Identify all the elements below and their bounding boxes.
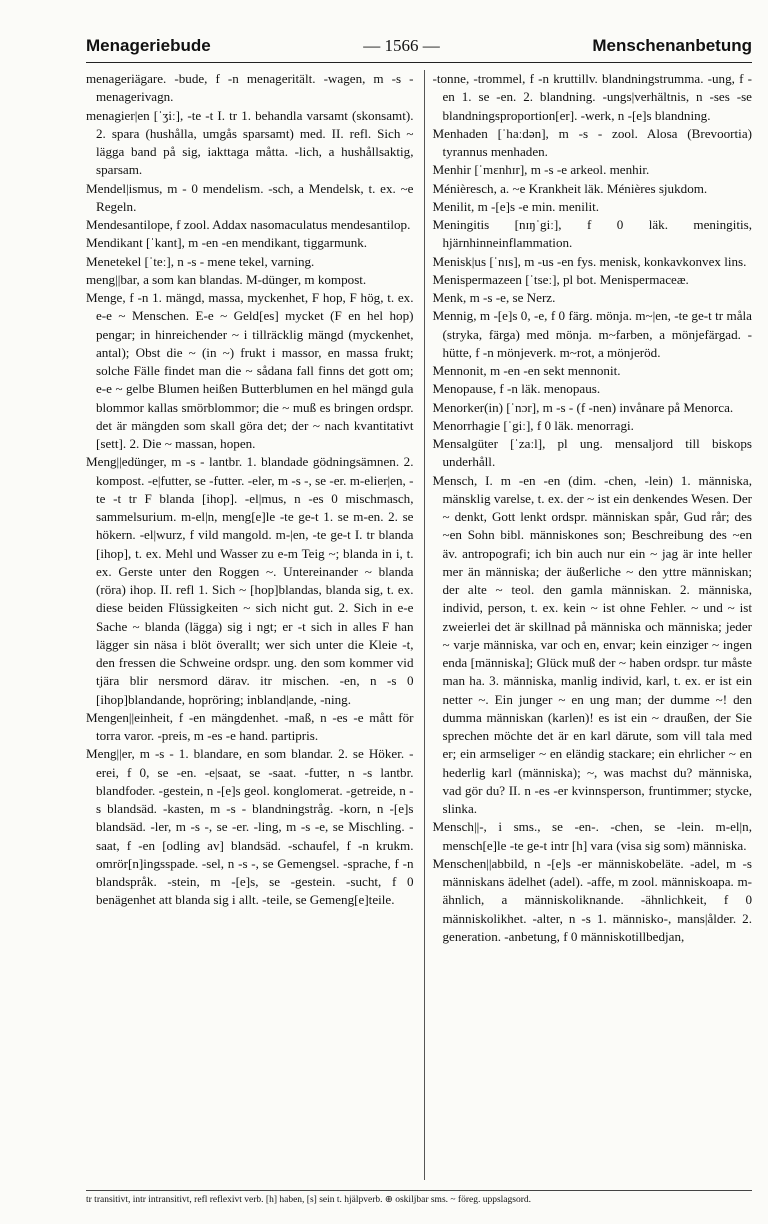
dictionary-entry: Mennonit, m -en -en sekt mennonit. <box>432 363 621 378</box>
dictionary-entry: Mengen||einheit, f -en mängdenhet. -maß, n -es -e mått för torra varor. -preis, m -es -e hand. partipris. <box>86 709 414 743</box>
left-column <box>86 70 414 1180</box>
dictionary-entry: meng||bar, a som kan blandas. M-dünger, m kompost. <box>86 271 367 287</box>
dictionary-entry: Ménièresch, a. ~e Krankheit läk. Ménières sjukdom. <box>432 180 708 196</box>
dictionary-entry: Meningitis [nɪŋˈgiː], f 0 läk. meningitis, hjärnhinneinflammation. <box>432 217 752 251</box>
dictionary-entry: Mendel|ismus, m - 0 mendelism. -sch, a Mendelsk, t. ex. ~e Regeln. <box>86 180 414 214</box>
dictionary-entry: Mensch, I. m -en -en (dim. -chen, -lein) 1. människa, mänsklig varelse, t. ex. der ~ ist ein denkendes Wesen. Der ~ denkt, Gott lenkt ordspr. människan spår, Gud rår; des ~en Sohn bibl. människones son; Beschreibung des ~en äv. antropografi; ich bin auch nur ein ~ jag är inte heller mer än människa; der äußerliche ~ den yttre människan; der alte ~ teol. den gamla människan. 2. människa, individ, person, t. ex. kein ~ ist ohne Fehler. ~ und ~ ist zweierlei det är skillnad på människa och människa; jeder ~ varje människa, var och en, envar; kein einziger ~ ingen enda [människa]; Glück muß der ~ haben ordspr. tur måste man ha. 3. människa, manlig individ, karl, t. ex. er ist ein netter ~. Ein junger ~ en ung man; der dumme ~! den dumma människan (karlen)! es ist ein ~ draußen, der Sie sprechen möchte det är en karl därute, som vill tala med er; ein armseliger ~ en eländig stackare; ein ehrlicher ~ en hederlig karl (människa); ~, was machst du? människa, vad gör du? II. n -es -er kvinnsperson, fruntimmer; stycke, slinka. <box>432 472 752 816</box>
dictionary-entry: Menisk|us [ˈnɪs], m -us -en fys. menisk, konkavkonvex lins. <box>432 253 747 269</box>
dictionary-entry: Meng||edünger, m -s - lantbr. 1. blandade gödningsämnen. 2. kompost. -e|futter, se -futter. -eler, m -s -, se -er. m-elier|en, -te -t tr F blanda [ihop]. -el|mus, n -es 0 mischmasch, sammelsurium. m-el|n, meng[e]le -te ge-t 1. se m-en. 2. se hökern. -el|wurz, f vild mangold. m-|en, -te ge-t I. tr blanda [ihop], t. ex. Mehl und Wasser zu e-m Teig ~; blanda in i, t. ex. Gerste unter den Roggen ~. Untereinander ~ blanda (röra) ihop. II. refl 1. Sich ~ [hop]blandas, blanda sig, t. ex. diese beiden Flüssigkeiten ~ sich nicht gut. 2. Sich in e-e Sache ~ blanda (lägga) sig i ngt; er -t sich in alles F han lägger sin näsa i blöt överallt; wer sich unter die Kleie -t, den fressen die Schweine ordspr. ung. den som kommer vid tjära blir nersmord därav. itr mischen. -en, n -s 0 [ihop]blandande, hopröring; inbland|ande, -ning. <box>86 454 414 707</box>
dictionary-entry: Menilit, m -[e]s -e min. menilit. <box>432 198 600 214</box>
header-right-guideword: Menschenanbetung <box>592 36 752 55</box>
dictionary-entry: Menispermazeen [ˈtseː], pl bot. Menispermaceæ. <box>432 271 689 287</box>
dictionary-entry: -tonne, -trommel, f -n kruttillv. blandningstrumma. -ung, f -en 1. se -en. 2. blandning. -ungs|verhältnis, n -ses -se blandningsproportion[er]. -werk, n -[e]s blandning. <box>432 71 752 123</box>
abbreviation-footer: tr transitivt, intr intransitivt, refl reflexivt verb. [h] haben, [s] sein t. hjälpverb. ⊕ oskiljbar sms. ~ föreg. uppslagsord. <box>86 1190 752 1211</box>
page-header <box>86 36 752 63</box>
dictionary-entry: Menorrhagie [ˈgiː], f 0 läk. menorragi. <box>432 417 634 433</box>
dictionary-entry: Menorker(in) [ˈnɔr], m -s - (f -nen) invånare på Menorca. <box>432 399 734 415</box>
dictionary-entry: Menhir [ˈmɛnhɪr], m -s -e arkeol. menhir. <box>432 162 650 178</box>
dictionary-entry: Menopause, f -n läk. menopaus. <box>432 381 601 397</box>
two-column-body <box>86 70 752 1190</box>
dictionary-entry: Mendesantilope, f zool. Addax nasomaculatus mendesantilop. <box>86 217 411 232</box>
dictionary-entry: Mensalgüter [ˈzaːl], pl ung. mensaljord till biskops underhåll. <box>432 436 752 470</box>
dictionary-entry: Menetekel [ˈteː], n -s - mene tekel, varning. <box>86 253 315 269</box>
page-number: — 1566 — <box>363 36 440 55</box>
dictionary-entry: Menge, f -n 1. mängd, massa, myckenhet, F hop, F hög, t. ex. e-e ~ Menschen. E-e ~ Geld[es] mycket (F en hel hop) pengar; in hinreichender ~ i tillräcklig mängd (myckenhet, antal); Obst die ~ (in ~) frukt i massor, en massa frukt; solche Fälle findet man die ~ sådana fall finns det gott om; e-e ~ gelbe Blumen heißen Butterblumen en hel mängd gula blommor kallas smörblommor; die ~ muß es bringen ordspr. det är mängden som skall göra det; der ~ nach kvantitativt [sett]. 2. Die ~ massan, hopen. <box>86 290 414 451</box>
dictionary-entry: Menk, m -s -e, se Nerz. <box>432 290 556 305</box>
header-left-guideword: Menageriebude <box>86 36 211 55</box>
right-column <box>424 70 753 1180</box>
dictionary-entry: Menschen||abbild, n -[e]s -er människobeläte. -adel, m -s människans ädelhet (adel). -affe, m zool. människoapa. m-ähnlich, a människoliknande. -ähnlichkeit, f 0 människolikhet. -alter, n -s 1. människo-, mans|ålder. 2. generation. -anbetung, f 0 människotillbedjan, <box>432 855 752 944</box>
dictionary-entry: Mennig, m -[e]s 0, -e, f 0 färg. mönja. m~|en, -te ge-t tr måla (stryka, färga) med mönja. m~farben, a mönjefärgad. -hütte, f -n mönjeverk. m~rot, a mönjeröd. <box>432 308 752 360</box>
dictionary-entry: Menhaden [ˈhaːdən], m -s - zool. Alosa (Brevoortia) tyrannus menhaden. <box>432 125 752 159</box>
dictionary-entry: menageriägare. -bude, f -n menageritält. -wagen, m -s - menagerivagn. <box>86 71 414 105</box>
dictionary-entry: Mensch||-, i sms., se -en-. -chen, se -lein. m-el|n, mensch[e]le -te ge-t intr [h] vara (visa sig som) människa. <box>432 819 752 853</box>
dictionary-entry: Mendikant [ˈkant], m -en -en mendikant, tiggarmunk. <box>86 235 368 251</box>
dictionary-entry: Meng||er, m -s - 1. blandare, en som blandar. 2. se Höker. -erei, f 0, se -en. -e|saat, se -saat. -futter, n -s lantbr. blandfoder. -gestein, n -[e]s geol. konglomerat. -getreide, n -s blandsäd. -kasten, m -s - blandningstråg. -korn, n -[e]s blandsäd. -ler, m -s -, se -er. -ling, m -s -e, se Mischling. -saat, f -en [odling av] blandsäd. -schaufel, f -n krukm. omrör[n]ingsspade. -sel, n -s -, se Gemengsel. -sprache, f -n blandspråk. -stein, m -[e]s, se -gestein. -sucht, f 0 benägenhet att blanda sig i allt. -teile, se Gemeng[e]teile. <box>86 746 414 908</box>
dictionary-entry: menagier|en [ˈʒiː], -te -t I. tr 1. behandla varsamt (skonsamt). 2. spara (hushålla, umgås sparsamt) med. II. refl. Sich ~ lägga band på sig, iakttaga måtta. -lich, a hushållsaktig, sparsam. <box>86 107 414 178</box>
